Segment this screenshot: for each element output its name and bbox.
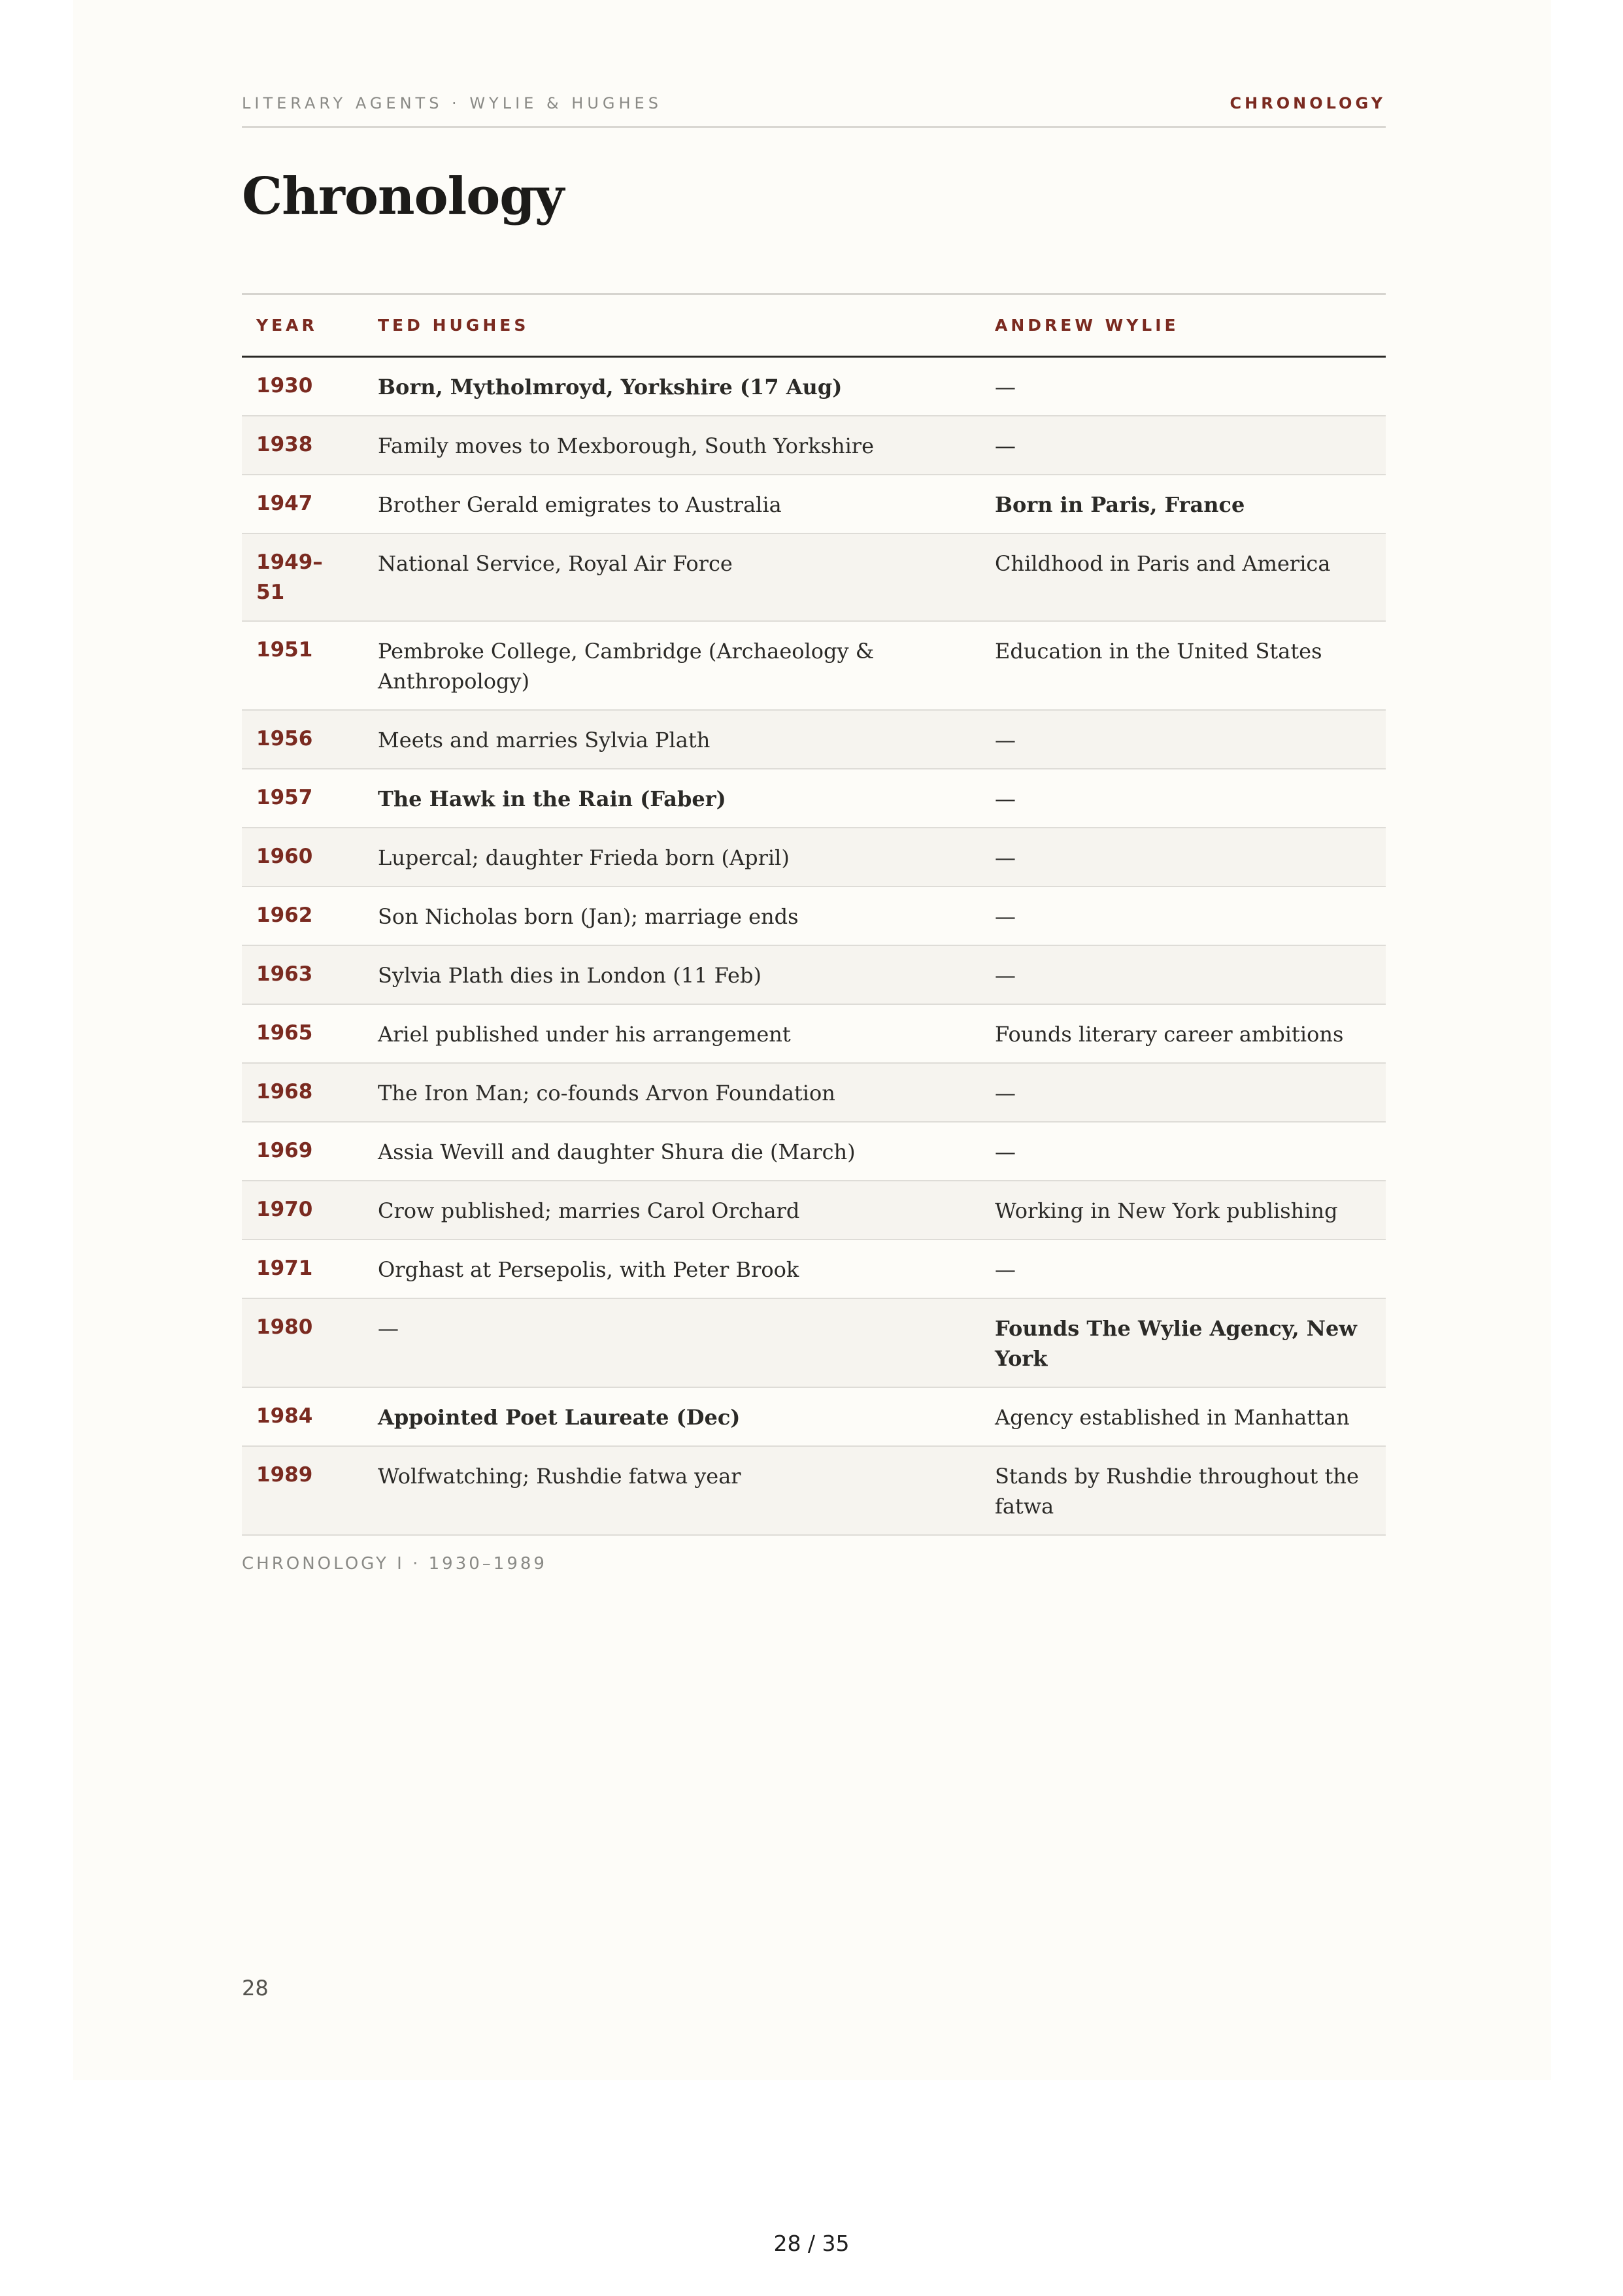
table-row — [242, 1240, 1386, 1298]
andrew-wylie-cell: Founds The Wylie Agency, New York — [980, 1298, 1386, 1387]
year-cell: 1949–51 — [242, 533, 363, 621]
year-cell: 1956 — [242, 710, 363, 769]
ted-hughes-cell: The Hawk in the Rain (Faber) — [363, 769, 980, 828]
ted-hughes-cell: Crow published; marries Carol Orchard — [363, 1181, 980, 1240]
ted-hughes-cell: Pembroke College, Cambridge (Archaeology & Anthropology) — [363, 621, 980, 710]
table-row — [242, 1004, 1386, 1063]
andrew-wylie-cell: Stands by Rushdie throughout the fatwa — [980, 1446, 1386, 1535]
ted-hughes-cell: Son Nicholas born (Jan); marriage ends — [363, 886, 980, 945]
page-title: Chronology — [242, 167, 564, 226]
ted-hughes-cell: National Service, Royal Air Force — [363, 533, 980, 621]
ted-hughes-cell: Orghast at Persepolis, with Peter Brook — [363, 1240, 980, 1298]
running-header — [242, 92, 1386, 128]
viewer-page-indicator: 28 / 35 — [773, 2231, 850, 2256]
column-header-andrew-wylie: ANDREW WYLIE — [980, 294, 1386, 357]
year-cell: 1989 — [242, 1446, 363, 1535]
year-cell: 1947 — [242, 475, 363, 533]
column-header-ted-hughes: TED HUGHES — [363, 294, 980, 357]
chronology-table-wrap — [242, 293, 1386, 1574]
ted-hughes-cell: Family moves to Mexborough, South Yorkshire — [363, 416, 980, 475]
table-row — [242, 828, 1386, 886]
andrew-wylie-cell: Founds literary career ambitions — [980, 1004, 1386, 1063]
year-cell: 1938 — [242, 416, 363, 475]
table-caption: CHRONOLOGY I · 1930–1989 — [242, 1554, 547, 1574]
year-cell: 1980 — [242, 1298, 363, 1387]
table-row — [242, 886, 1386, 945]
ted-hughes-cell: Ariel published under his arrangement — [363, 1004, 980, 1063]
page-number: 28 — [242, 1976, 269, 2001]
andrew-wylie-cell: — — [980, 1122, 1386, 1181]
andrew-wylie-cell: — — [980, 416, 1386, 475]
table-row — [242, 1446, 1386, 1535]
andrew-wylie-cell: — — [980, 710, 1386, 769]
andrew-wylie-cell: — — [980, 828, 1386, 886]
table-body — [242, 357, 1386, 1536]
table-row — [242, 1298, 1386, 1387]
table-row — [242, 769, 1386, 828]
table-row — [242, 416, 1386, 475]
ted-hughes-cell: Appointed Poet Laureate (Dec) — [363, 1387, 980, 1446]
andrew-wylie-cell: — — [980, 945, 1386, 1004]
table-row — [242, 945, 1386, 1004]
ted-hughes-cell: Sylvia Plath dies in London (11 Feb) — [363, 945, 980, 1004]
year-cell: 1957 — [242, 769, 363, 828]
andrew-wylie-cell: Born in Paris, France — [980, 475, 1386, 533]
table-header-row — [242, 294, 1386, 357]
chronology-table — [242, 293, 1386, 1536]
ted-hughes-cell: Brother Gerald emigrates to Australia — [363, 475, 980, 533]
table-row — [242, 533, 1386, 621]
andrew-wylie-cell: — — [980, 886, 1386, 945]
ted-hughes-cell: Meets and marries Sylvia Plath — [363, 710, 980, 769]
document-page — [73, 0, 1551, 2080]
ted-hughes-cell: Born, Mytholmroyd, Yorkshire (17 Aug) — [363, 357, 980, 416]
andrew-wylie-cell: Agency established in Manhattan — [980, 1387, 1386, 1446]
year-cell: 1984 — [242, 1387, 363, 1446]
year-cell: 1963 — [242, 945, 363, 1004]
table-row — [242, 710, 1386, 769]
year-cell: 1965 — [242, 1004, 363, 1063]
andrew-wylie-cell: — — [980, 1240, 1386, 1298]
table-row — [242, 475, 1386, 533]
ted-hughes-cell: Assia Wevill and daughter Shura die (March) — [363, 1122, 980, 1181]
andrew-wylie-cell: Working in New York publishing — [980, 1181, 1386, 1240]
table-row — [242, 1181, 1386, 1240]
running-header-right: CHRONOLOGY — [1230, 94, 1386, 112]
year-cell: 1951 — [242, 621, 363, 710]
ted-hughes-cell: Wolfwatching; Rushdie fatwa year — [363, 1446, 980, 1535]
year-cell: 1971 — [242, 1240, 363, 1298]
year-cell: 1968 — [242, 1063, 363, 1122]
year-cell: 1960 — [242, 828, 363, 886]
running-header-left: LITERARY AGENTS · WYLIE & HUGHES — [242, 94, 662, 112]
ted-hughes-cell: — — [363, 1298, 980, 1387]
table-row — [242, 1387, 1386, 1446]
table-row — [242, 357, 1386, 416]
column-header-year: YEAR — [242, 294, 363, 357]
andrew-wylie-cell: Childhood in Paris and America — [980, 533, 1386, 621]
andrew-wylie-cell: — — [980, 769, 1386, 828]
year-cell: 1930 — [242, 357, 363, 416]
ted-hughes-cell: The Iron Man; co-founds Arvon Foundation — [363, 1063, 980, 1122]
andrew-wylie-cell: Education in the United States — [980, 621, 1386, 710]
year-cell: 1970 — [242, 1181, 363, 1240]
table-row — [242, 1063, 1386, 1122]
year-cell: 1962 — [242, 886, 363, 945]
andrew-wylie-cell: — — [980, 1063, 1386, 1122]
ted-hughes-cell: Lupercal; daughter Frieda born (April) — [363, 828, 980, 886]
table-row — [242, 1122, 1386, 1181]
andrew-wylie-cell: — — [980, 357, 1386, 416]
table-row — [242, 621, 1386, 710]
year-cell: 1969 — [242, 1122, 363, 1181]
